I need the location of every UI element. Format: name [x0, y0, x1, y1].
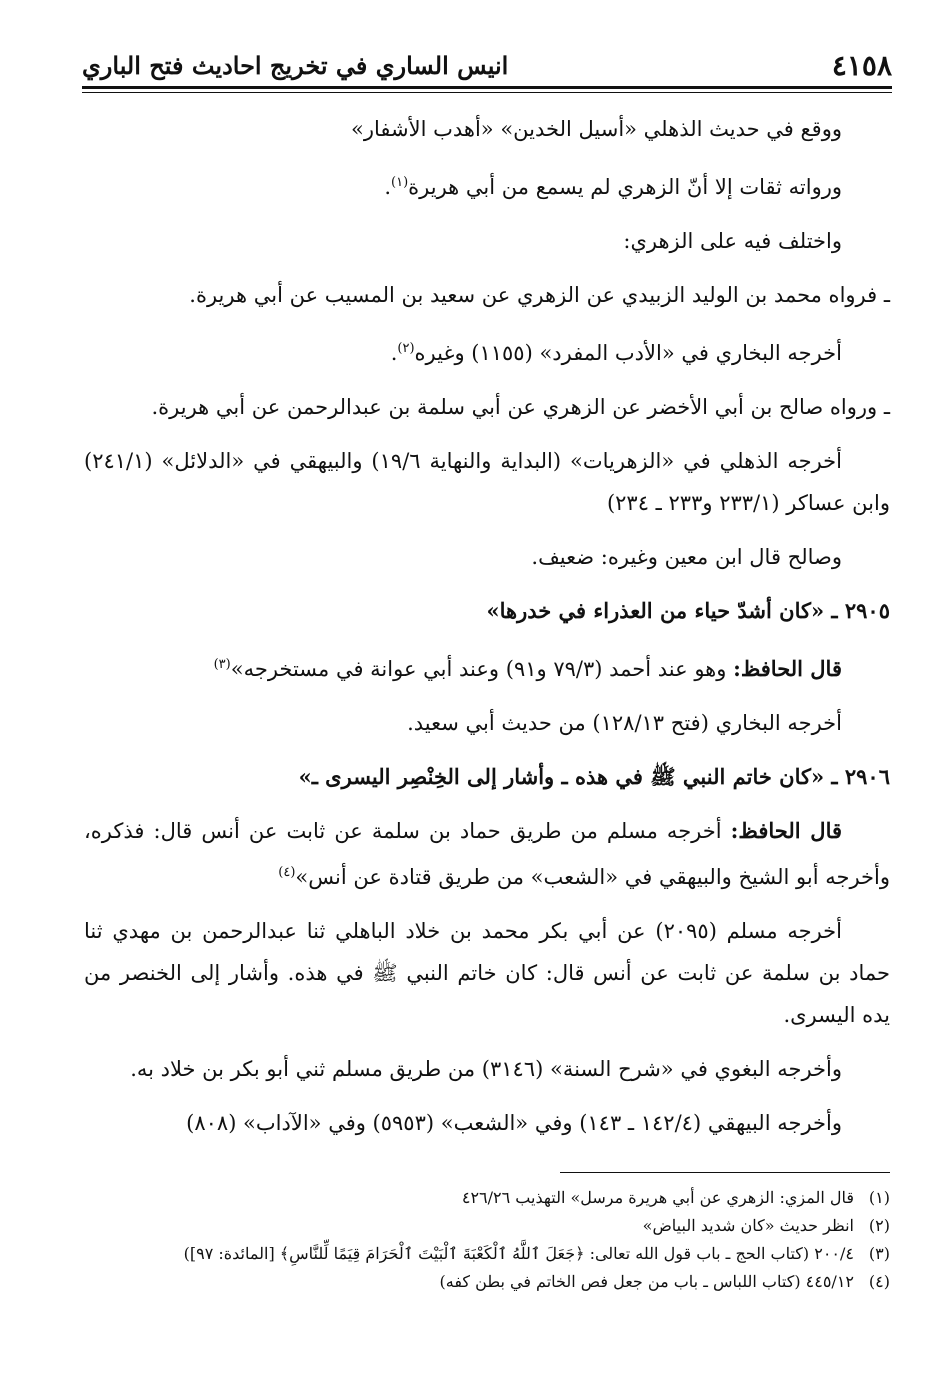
hadith-heading: ٢٩٠٥ ـ «كان أشدّ حياء من العذراء في خدرها» [486, 598, 890, 623]
footnote-divider [560, 1172, 890, 1173]
paragraph: قال الحافظ: أخرجه مسلم من طريق حماد بن سلمة عن ثابت عن أنس قال: فذكره، وأخرجه أبو الشيخ والبيهقي في «الشعب» من طريق قتادة عن أنس»$^{(٤)}$ [84, 818, 890, 889]
hadith-heading: ٢٩٠٦ ـ «كان خاتم النبي ﷺ في هذه ـ وأشار إلى الخِنْصِر اليسرى ـ» [298, 764, 890, 789]
hafiz-label: قال الحافظ: [730, 818, 843, 843]
footnote-ref: (٢) [397, 341, 415, 356]
paragraph: وأخرجه البيهقي (١٤٢/٤ ـ ١٤٣) وفي «الشعب» (٥٩٥٣) وفي «الآداب» (٨٠٨) [186, 1111, 842, 1135]
page-number: ٤١٥٨ [831, 49, 892, 82]
paragraph: ـ فرواه محمد بن الوليد الزبيدي عن الزهري عن سعيد بن المسيب عن أبي هريرة. [189, 283, 890, 307]
running-header [82, 46, 892, 86]
paragraph: واختلف فيه على الزهري: [623, 229, 842, 253]
footnote: (٢) انظر حديث «كان شديد البياض» [642, 1216, 890, 1235]
footnotes [84, 1184, 890, 1296]
footnote-ref: (٣) [213, 657, 231, 672]
header-divider [82, 86, 892, 89]
main-text [84, 108, 890, 1156]
hafiz-label: قال الحافظ: [733, 656, 842, 681]
header-divider-thin [82, 92, 892, 93]
footnote: (٤) ٤٤٥/١٢ (كتاب اللباس ـ باب من جعل فص الخاتم في بطن كفه) [439, 1272, 890, 1291]
footnote-ref: (١) [391, 175, 409, 190]
paragraph: أخرجه مسلم (٢٠٩٥) عن أبي بكر محمد بن خلاد الباهلي ثنا عبدالرحمن بن مهدي ثنا حماد بن سلمة عن ثابت عن أنس قال: كان خاتم النبي ﷺ في هذه. وأشار إلى الخنصر من يده اليسرى. [84, 919, 890, 1027]
footnote: (٣) ٢٠٠/٤ (كتاب الحج ـ باب قول الله تعالى: ﴿جَعَلَ ٱللَّهُ ٱلْكَعْبَةَ ٱلْبَيْتَ ٱلْحَرَامَ قِيَمًا لِّلنَّاسِ﴾ [المائدة: ٩٧]) [183, 1244, 890, 1263]
paragraph: أخرجه الذهلي في «الزهريات» (البداية والنهاية ١٩/٦) والبيهقي في «الدلائل» (٢٤١/١) وابن عساكر (٢٣٣/١ و٢٣٣ ـ ٢٣٤) [84, 449, 890, 515]
paragraph: ـ ورواه صالح بن أبي الأخضر عن الزهري عن أبي سلمة بن عبدالرحمن عن أبي هريرة. [151, 395, 890, 419]
paragraph: وأخرجه البغوي في «شرح السنة» (٣١٤٦) من طريق مسلم ثني أبو بكر بن خلاد به. [130, 1057, 842, 1081]
footnote: (١) قال المزي: الزهري عن أبي هريرة مرسل» التهذيب ٤٢٦/٢٦ [461, 1188, 890, 1207]
footnote-ref: (٤) [278, 865, 296, 880]
book-title: انيس الساري في تخريج احاديث فتح الباري [82, 51, 509, 80]
paragraph: قال الحافظ: وهو عند أحمد (٧٩/٣ و٩١) وعند أبي عوانة في مستخرجه»$^{(٣)}$ [213, 656, 842, 681]
paragraph: أخرجه البخاري (فتح ١٢٨/١٣) من حديث أبي سعيد. [407, 711, 842, 735]
paragraph: وصالح قال ابن معين وغيره: ضعيف. [531, 545, 842, 569]
paragraph: أخرجه البخاري في «الأدب المفرد» (١١٥٥) وغيره$^{(٢)}$. [390, 341, 842, 365]
paragraph: ووقع في حديث الذهلي «أسيل الخدين» «أهدب الأشفار» [351, 117, 842, 141]
paragraph: ورواته ثقات إلا أنّ الزهري لم يسمع من أبي هريرة$^{(١)}$. [384, 175, 842, 199]
